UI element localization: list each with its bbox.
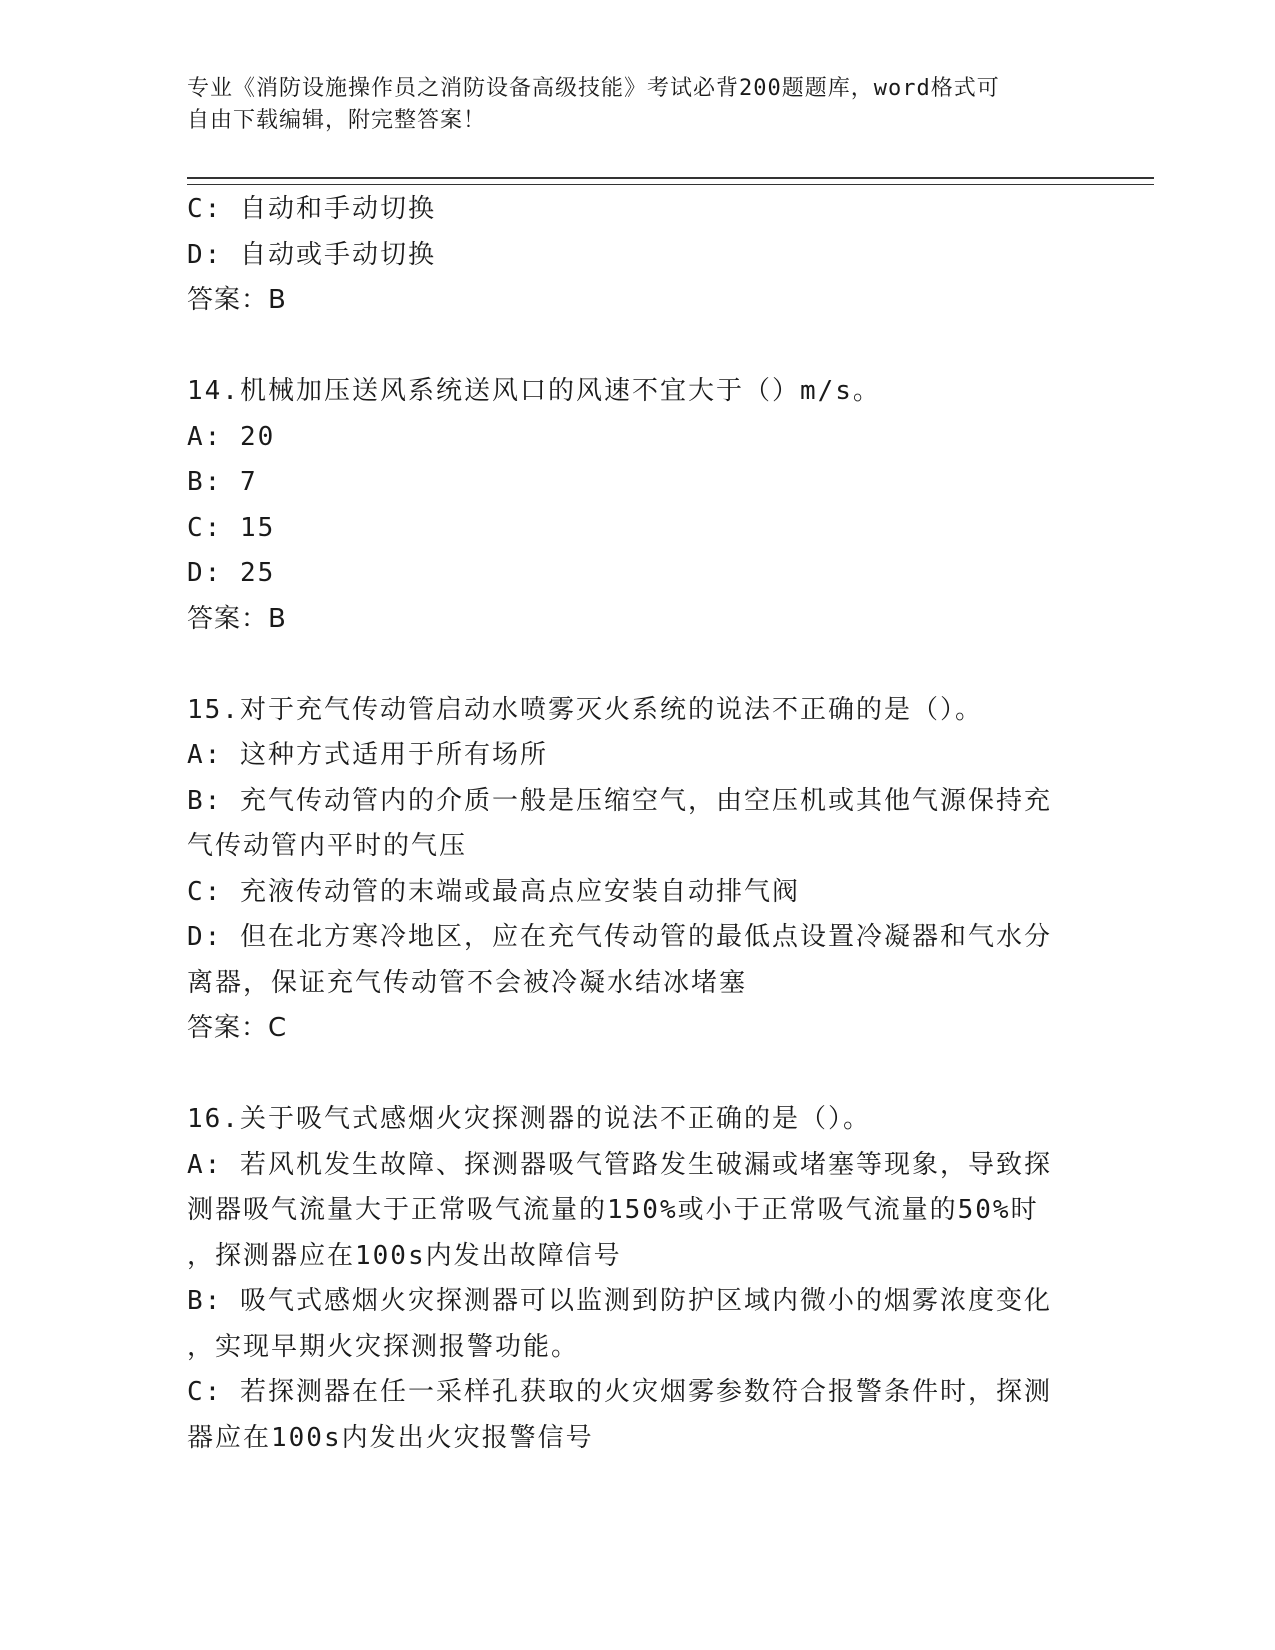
- question-text: 15.对于充气传动管启动水喷雾灭火系统的说法不正确的是（）。: [187, 694, 983, 725]
- option-d: D: 自动或手动切换: [187, 239, 436, 270]
- option-d-line-1: D: 但在北方寒冷地区，应在充气传动管的最低点设置冷凝器和气水分: [187, 922, 1052, 952]
- header-title-line-2: 自由下载编辑，附完整答案！: [187, 108, 487, 133]
- option-b-line-1: B: 吸气式感烟火灾探测器可以监测到防护区域内微小的烟雾浓度变化: [187, 1286, 1052, 1316]
- option-a-line-1: A: 若风机发生故障、探测器吸气管路发生破漏或堵塞等现象，导致探: [187, 1149, 1052, 1180]
- option-c: C: 自动和手动切换: [187, 194, 436, 224]
- question-block-14: [187, 369, 1087, 642]
- option-a: A: 这种方式适用于所有场所: [187, 740, 548, 770]
- option-d-line-2: 离器，保证充气传动管不会被冷凝水结冰堵塞: [187, 967, 748, 998]
- question-text: 14.机械加压送风系统送风口的风速不宜大于（）m/s。: [187, 376, 881, 406]
- header-divider: [187, 177, 1154, 185]
- spacer: [187, 324, 1087, 370]
- option-d: D: 25: [187, 558, 276, 588]
- question-text: 16.关于吸气式感烟火灾探测器的说法不正确的是（）。: [187, 1104, 871, 1134]
- option-b-line-1: B: 充气传动管内的介质一般是压缩空气，由空压机或其他气源保持充: [187, 785, 1052, 816]
- question-block-15: [187, 688, 1087, 1052]
- option-c: C: 15: [187, 512, 276, 543]
- option-b-line-2: ，实现早期火灾探测报警功能。: [187, 1331, 580, 1362]
- spacer: [187, 642, 1087, 688]
- question-block-16: [187, 1097, 1087, 1461]
- document-body: [187, 187, 1087, 1461]
- option-a: A: 20: [187, 421, 276, 452]
- option-a-line-2: 测器吸气流量大于正常吸气流量的150%或小于正常吸气流量的50%时: [187, 1195, 1039, 1225]
- answer-line: 答案：B: [187, 603, 287, 634]
- page-header: [187, 73, 1087, 137]
- option-a-line-3: ，探测器应在100s内发出故障信号: [187, 1240, 622, 1271]
- header-title-line-1: 专业《消防设施操作员之消防设备高级技能》考试必背200题题库，word格式可: [187, 76, 1000, 101]
- option-b-line-2: 气传动管内平时的气压: [187, 831, 468, 861]
- option-c-line-1: C: 若探测器在任一采样孔获取的火灾烟雾参数符合报警条件时，探测: [187, 1377, 1052, 1407]
- spacer: [187, 1052, 1087, 1098]
- option-c-line-2: 器应在100s内发出火灾报警信号: [187, 1422, 594, 1453]
- answer-line: 答案：C: [187, 1013, 288, 1043]
- option-b: B: 7: [187, 467, 258, 497]
- option-c: C: 充液传动管的末端或最高点应安装自动排气阀: [187, 876, 800, 907]
- question-block-13: [187, 187, 1087, 324]
- answer-line: 答案：B: [187, 285, 287, 315]
